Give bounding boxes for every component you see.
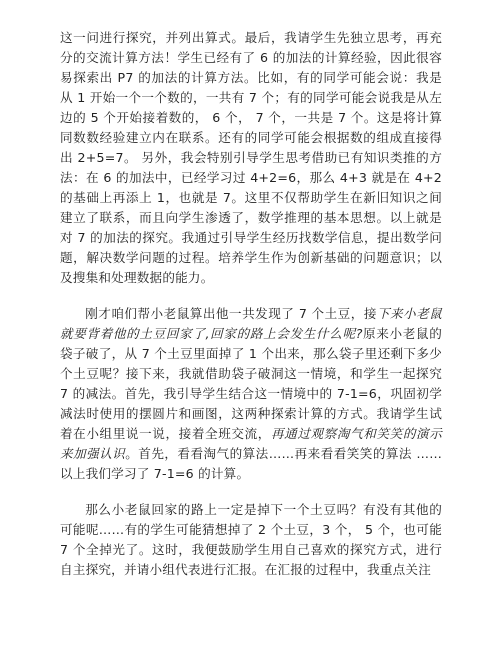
paragraph-2-italic-a: 下来小老鼠就要背着他的土豆回家了,回家的路上会发生什么呢? — [60, 306, 442, 341]
paragraph-2-part-c: 原来小老鼠的袋子破了，从 7 个土豆里面掉了 1 个出来，那么袋子里还剩下多少个土豆呢？接下来，我就借助袋子破洞这一情境，和学生一起探究 7 的减法。首先，我引导学生结合这一情境中的 7-1=6，巩固初学减法时使用的摆圆片和画图，这两种探索计算的方式。我请学生试着在小组里说一说，接着全班交流， — [60, 326, 442, 441]
paragraph-3: 那么小老鼠回家的路上一定是掉下一个土豆吗？有没有其他的可能呢……有的学生可能猜想掉了 2 个土豆，3 个， 5 个，也可能 7 个全掉光了。这时，我便鼓励学生用自己喜欢的探究方式，进行自主探究，并请小组代表进行汇报。在汇报的过程中，我重点关注 — [60, 502, 442, 577]
document-page — [60, 28, 442, 580]
paragraph-1: 这一问进行探究，并列出算式。最后，我请学生先独立思考，再充分的交流计算方法！学生已经有了 6 的加法的计算经验，因此很容易探索出 P7 的加法的计算方法。比如，有的同学可能会说：我是从 1 开始一个一个数的，一共有 7 个；有的同学可能会说我是从左边的 5 个开始接着数的， 6 个， 7 个，一共是 7 个。这是将计算同数数经验建立内在联系。还有的同学可能会根据数的组成直接得出 2+5=7。 另外，我会特别引导学生思考借助已有知识类推的方法：在 6 的加法中，已经学习过 4+2=6，那么 4+3 就是在 4+2 的基础上再添上 1，也就是 7。这里不仅帮助学生在新旧知识之间建立了联系，而且向学生渗透了，数学推理的基本思想。以上就是对 7 的加法的探究。我通过引导学生经历找数学信息，提出数学问题，解决数学问题的过程。培养学生作为创新基础的问题意识；以及搜集和处理数据的能力。 — [60, 30, 442, 285]
paragraph-2-part-a: 刚才咱们帮小老鼠算出他一共发现了 7 个土豆，接 — [85, 306, 377, 321]
paragraph-2-italic-b: 再通过观察淘气和笑笑的演示来加强认识 — [60, 426, 442, 461]
paragraph-2 — [60, 304, 442, 484]
paragraph-2-part-e: 。首先，看看淘气的算法……再来看看笑笑的算法 …… 以上我们学习了 7-1=6 的计算。 — [60, 446, 443, 481]
